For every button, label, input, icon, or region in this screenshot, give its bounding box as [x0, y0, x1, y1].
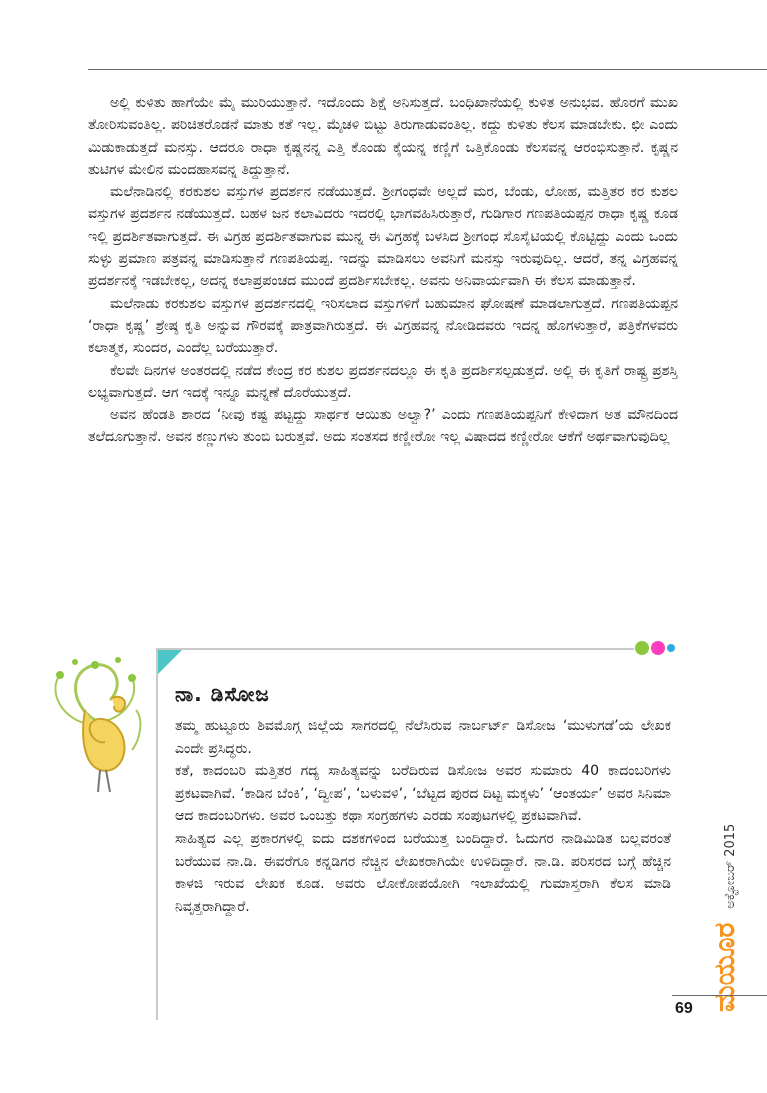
article-paragraph: ಅಲ್ಲಿ ಕುಳಿತು ಹಾಗೆಯೇ ಮೈ ಮುರಿಯುತ್ತಾನೆ. ಇದೊಂದು ಶಿಕ್ಷೆ ಅನಿಸುತ್ತದೆ. ಬಂಧಿಖಾನೆಯಲ್ಲಿ ಕುಳಿತ ಅನುಭವ. ಹೊರಗೆ ಮುಖ ತೋರಿಸುವಂತಿಲ್ಲ. ಪರಿಚಿತರೊಡನೆ ಮಾತು ಕತೆ ಇಲ್ಲ. ಮೈಚಳಿ ಬಿಟ್ಟು ತಿರುಗಾಡುವಂತಿಲ್ಲ. ಕದ್ದು ಕುಳಿತು ಕೆಲಸ ಮಾಡಬೇಕು. ಛೀ ಎಂದು ಮಿಡುಕಾಡುತ್ತದೆ ಮನಸ್ಸು. ಆದರೂ ರಾಧಾ ಕೃಷ್ಣನನ್ನ ಎತ್ತಿ ಕೊಂಡು ಕೈಯನ್ನ ಕಣ್ಣಿಗೆ ಒತ್ತಿಕೊಂಡು ಕೆಲಸವನ್ನ ಆರಂಭಿಸುತ್ತಾನೆ. ಕೃಷ್ಣನ ತುಟಿಗಳ ಮೇಲಿನ ಮಂದಹಾಸವನ್ನ ತಿದ್ದುತ್ತಾನೆ.	[88, 95, 678, 178]
bio-box-top-rule	[156, 648, 634, 650]
article-paragraph: ಅವನ ಹೆಂಡತಿ ಶಾರದ ‘ನೀವು ಕಷ್ಟ ಪಟ್ಟದ್ದು ಸಾರ್ಥಕ ಆಯಿತು ಅಲ್ವಾ?’ ಎಂದು ಗಣಪತಿಯಪ್ಪನಿಗೆ ಕೇಳಿದಾಗ ಅತ ಮೌನದಿಂದ ತಲೆದೂಗುತ್ತಾನೆ. ಅವನ ಕಣ್ಣುಗಳು ತುಂಬಿ ಬರುತ್ತವೆ. ಅದು ಸಂತಸದ ಕಣ್ಣೀರೋ ಇಲ್ಲ ವಿಷಾದದ ಕಣ್ಣೀರೋ ಆಕೆಗೆ ಅರ್ಥವಾಗುವುದಿಲ್ಲ	[88, 407, 678, 446]
peacock-illustration	[40, 650, 150, 800]
pink-dot-decoration	[651, 641, 665, 655]
header-rule	[88, 69, 767, 70]
author-bio	[175, 715, 671, 918]
issue-date: ಅಕ್ಟೋಬರ್ 2015	[723, 823, 738, 909]
page-number: 69	[675, 1000, 693, 1017]
blue-dot-decoration	[667, 644, 675, 652]
footer-rule	[672, 995, 767, 996]
bio-paragraph: ಸಾಹಿತ್ಯದ ಎಲ್ಲ ಪ್ರಕಾರಗಳಲ್ಲಿ ಐದು ದಶಕಗಳಿಂದ ಬರೆಯುತ್ತ ಬಂದಿದ್ದಾರೆ. ಓದುಗರ ನಾಡಿಮಿಡಿತ ಬಲ್ಲವರಂತೆ ಬರೆಯುವ ನಾ.ಡಿ. ಈವರೆಗೂ ಕನ್ನಡಿಗರ ನೆಚ್ಚಿನ ಲೇಖಕರಾಗಿಯೇ ಉಳಿದಿದ್ದಾರೆ. ನಾ.ಡಿ. ಪರಿಸರದ ಬಗ್ಗೆ ಹೆಚ್ಚಿನ ಕಾಳಜಿ ಇರುವ ಲೇಖಕ ಕೂಡ. ಅವರು ಲೋಕೋಪಯೋಗಿ ಇಲಾಖೆಯಲ್ಲಿ ಗುಮಾಸ್ತರಾಗಿ ಕೆಲಸ ಮಾಡಿ ನಿವೃತ್ತರಾಗಿದ್ದಾರೆ.	[175, 830, 671, 915]
magazine-name: ಮಯೂರ	[708, 922, 741, 1012]
article-body	[88, 92, 678, 449]
bio-paragraph: ಕತೆ, ಕಾದಂಬರಿ ಮತ್ತಿತರ ಗದ್ಯ ಸಾಹಿತ್ಯವನ್ನು ಬರೆದಿರುವ ಡಿಸೋಜ ಅವರ ಸುಮಾರು 40 ಕಾದಂಬರಿಗಳು ಪ್ರಕಟವಾಗಿವೆ. ‘ಕಾಡಿನ ಬೆಂಕಿ’, ‘ದ್ವೀಪ’, ‘ಬಳುವಳಿ’, ‘ಬೆಟ್ಟದ ಪುರದ ದಿಟ್ಟ ಮಕ್ಕಳು’ ‘ಆಂತರ್ಯ’ ಅವರ ಸಿನಿಮಾ ಆದ ಕಾದಂಬರಿಗಳು. ಅವರ ಒಂಬತ್ತು ಕಥಾ ಸಂಗ್ರಹಗಳು ಎರಡು ಸಂಪುಟಗಳಲ್ಲಿ ಪ್ರಕಟವಾಗಿವೆ.	[175, 763, 671, 825]
green-dot-decoration	[635, 641, 649, 655]
corner-triangle-decoration	[158, 650, 182, 674]
article-paragraph: ಕೆಲವೇ ದಿನಗಳ ಅಂತರದಲ್ಲಿ ನಡೆದ ಕೇಂದ್ರ ಕರ ಕುಶಲ ಪ್ರದರ್ಶನದಲ್ಲೂ ಈ ಕೃತಿ ಪ್ರದರ್ಶಿಸಲ್ಪಡುತ್ತದೆ. ಅಲ್ಲಿ ಈ ಕೃತಿಗೆ ರಾಷ್ಟ್ರ ಪ್ರಶಸ್ತಿ ಲಭ್ಯವಾಗುತ್ತದೆ. ಆಗ ಇದಕ್ಕೆ ಇನ್ನೂ ಮನ್ನಣೆ ದೊರೆಯುತ್ತದೆ.	[88, 362, 678, 401]
author-name-heading: ನಾ. ಡಿಸೋಜ	[175, 682, 270, 706]
article-paragraph: ಮಲೆನಾಡಿನಲ್ಲಿ ಕರಕುಶಲ ವಸ್ತುಗಳ ಪ್ರದರ್ಶನ ನಡೆಯುತ್ತದೆ. ಶ್ರೀಗಂಧವೇ ಅಲ್ಲದೆ ಮರ, ಬೆಂಡು, ಲೋಹ, ಮತ್ತಿತರ ಕರ ಕುಶಲ ವಸ್ತುಗಳ ಪ್ರದರ್ಶನ ನಡೆಯುತ್ತದೆ. ಬಹಳ ಜನ ಕಲಾವಿದರು ಇದರಲ್ಲಿ ಭಾಗವಹಿಸಿರುತ್ತಾರೆ, ಗುಡಿಗಾರ ಗಣಪತಿಯಪ್ಪನ ರಾಧಾ ಕೃಷ್ಣ ಕೂಡ ಇಲ್ಲಿ ಪ್ರದರ್ಶಿತವಾಗುತ್ತದೆ. ಈ ವಿಗ್ರಹ ಪ್ರದರ್ಶಿತವಾಗುವ ಮುನ್ನ ಈ ವಿಗ್ರಹಕ್ಕೆ ಬಳಸಿದ ಶ್ರೀಗಂಧ ಸೊಸೈಟಿಯಲ್ಲಿ ಕೊಟ್ಟಿದ್ದು ಎಂದು ಒಂದು ಸುಳ್ಳು ಪ್ರಮಾಣ ಪತ್ರವನ್ನ ಮಾಡಿಸುತ್ತಾನೆ ಗಣಪತಿಯಪ್ಪ. ಇದನ್ನು ಮಾಡಿಸಲು ಅವನಿಗೆ ಮನಸ್ಸು ಇರುವುದಿಲ್ಲ. ಆದರೆ, ತನ್ನ ವಿಗ್ರಹವನ್ನ ಪ್ರದರ್ಶನಕ್ಕೆ ಇಡಬೇಕಲ್ಲ, ಅದನ್ನ ಕಲಾಪ್ರಪಂಚದ ಮುಂದೆ ಪ್ರದರ್ಶಿಸಬೇಕಲ್ಲ. ಅವನು ಅನಿವಾರ್ಯವಾಗಿ ಈ ಕೆಲಸ ಮಾಡುತ್ತಾನೆ.	[88, 184, 678, 290]
bio-paragraph: ತಮ್ಮ ಹುಟ್ಟೂರು ಶಿವಮೊಗ್ಗ ಜಿಲ್ಲೆಯ ಸಾಗರದಲ್ಲಿ ನೆಲೆಸಿರುವ ನಾರ್ಬರ್ಟ್ ಡಿಸೋಜ ‘ಮುಳುಗಡೆ’ಯ ಲೇಖಕ ಎಂದೇ ಪ್ರಸಿದ್ಧರು.	[175, 718, 671, 757]
article-paragraph: ಮಲೆನಾಡು ಕರಕುಶಲ ವಸ್ತುಗಳ ಪ್ರದರ್ಶನದಲ್ಲಿ ಇರಿಸಲಾದ ವಸ್ತುಗಳಿಗೆ ಬಹುಮಾನ ಘೋಷಣೆ ಮಾಡಲಾಗುತ್ತದೆ. ಗಣಪತಿಯಪ್ಪನ ‘ರಾಧಾ ಕೃಷ್ಣ’ ಶ್ರೇಷ್ಠ ಕೃತಿ ಅನ್ನುವ ಗೌರವಕ್ಕೆ ಪಾತ್ರವಾಗಿರುತ್ತದೆ. ಈ ವಿಗ್ರಹವನ್ನ ನೋಡಿದವರು ಇದನ್ನ ಹೊಗಳುತ್ತಾರೆ, ಪತ್ರಿಕೆಗಳವರು ಕಲಾತ್ಮಕ, ಸುಂದರ, ಎಂದೆಲ್ಲ ಬರೆಯುತ್ತಾರೆ.	[88, 295, 678, 357]
